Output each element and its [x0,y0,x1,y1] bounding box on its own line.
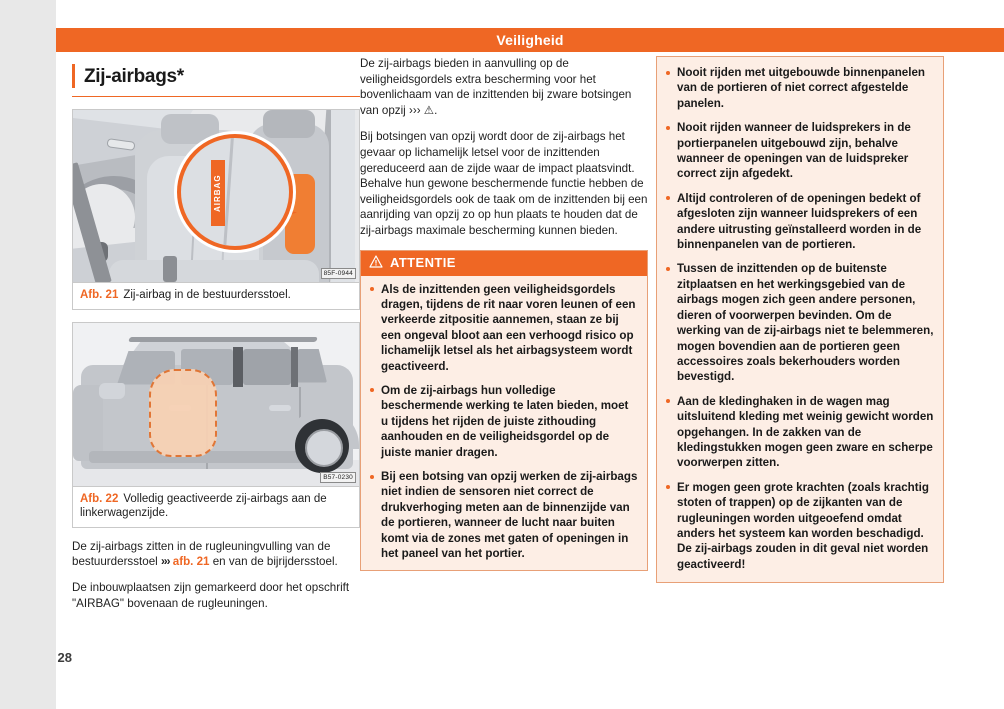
cross-reference-chevron-icon: ››› [160,554,170,568]
cross-reference-link[interactable]: afb. 21 [172,554,210,568]
airbag-callout-circle [177,134,293,250]
figure-22-caption-text: Volledig geactiveerde zij-airbags aan de linkerwagenzijde. [80,492,327,519]
attentie-note-title: ATTENTIE [390,255,456,271]
figure-21-image [73,110,359,282]
attentie-bullet: Aan de kledinghaken in de wagen mag uitsluitend kleding met weinig gewicht worden opgehangen. In de zakken van de kledingstukken mogen geen zware en scherpe voorwerpen zitten. [666,394,934,471]
figure-22-image [73,323,359,486]
figure-22-image-code: B57-0230 [320,472,356,483]
manual-page [56,0,1004,709]
left-column [72,56,360,611]
warning-triangle-icon [369,255,383,271]
figure-21-image-code: 85F-0944 [321,268,356,279]
mid-paragraph-2: Bij botsingen van opzij wordt door de zij-airbags het gevaar op lichamelijk letsel voor de inzittenden gereduceerd aan de zijde waar de impact plaatsvindt. Behalve hun gewone beschermende functie hebben de veiligheidsgordels ook de taak om de inzittenden bij een aanrijding van opzij zo op hun plaats te houden dat de zij-airbags maximale bescherming kunnen bieden. [360,130,648,237]
page-number: 28 [57,650,72,665]
left-paragraph-1-before: De zij-airbags zitten in de rugleuningvulling van de bestuurdersstoel [72,539,331,568]
attentie-note-header [361,251,647,276]
figure-22-caption [73,486,359,527]
figure-21-caption [73,282,359,309]
attentie-bullet: Nooit rijden met uitgebouwde binnenpanelen van de portieren of niet correct afgestelde panelen. [666,65,934,111]
attentie-note-continued-box [656,56,944,583]
middle-column [360,56,648,571]
attentie-bullet: Om de zij-airbags hun volledige beschermende werking te laten bieden, moet u tijdens het rijden de juiste zithouding aanhouden en de veiligheidsgordel op de juiste manier dragen. [370,383,638,460]
left-paragraph-2: De inbouwplaatsen zijn gemarkeerd door het opschrift "AIRBAG" bovenaan de rugleuningen. [72,581,350,610]
airbag-tag-label: AIRBAG [211,160,225,226]
figure-21-label: Afb. 21 [80,289,119,301]
right-column [656,56,944,583]
mid-paragraph-1: De zij-airbags bieden in aanvulling op de veiligheidsgordels extra bescherming voor het bovenlichaam van de inzittenden bij zware botsingen van opzij ››› ⚠. [360,57,632,117]
section-title: Zij-airbags* [72,62,360,97]
left-paragraph-1 [72,539,360,570]
figure-21 [72,109,360,310]
figure-21-caption-text: Zij-airbag in de bestuurdersstoel. [123,289,291,301]
attentie-note-box [360,250,648,572]
attentie-bullet: Als de inzittenden geen veiligheidsgordels dragen, tijdens de rit naar voren leunen of een verkeerde zitpositie aannemen, staan ze bij een ongeval bloot aan een verhoogd risico op lichamelijk letsel als het airbagsysteem wordt geactiveerd. [370,282,638,374]
seat-side-airbag-illustration [73,110,359,282]
attentie-bullet: Nooit rijden wanneer de luidsprekers in de portierpanelen uitgebouwd zijn, behalve wanneer de openingen van de luidspreker correct zijn afgedekt. [666,120,934,182]
left-paragraph-1-after: en van de bijrijdersstoel. [209,554,338,568]
attentie-note-body [361,276,647,571]
attentie-bullet: Altijd controleren of de openingen bedekt of afgesloten zijn wanneer luidsprekers of een andere uitrusting geïnstalleerd worden in de binnenpanelen van de portieren. [666,191,934,253]
attentie-bullet: Tussen de inzittenden op de buitenste zitplaatsen en het werkingsgebied van de airbags mogen zich geen andere personen, dieren of voorwerpen bevinden. Om de werking van de zij-airbags niet te belemmeren, mogen bovendien aan de portieren geen accessoires zoals bekerhouders worden bevestigd. [666,261,934,384]
car-side-view-illustration [73,323,359,486]
figure-22 [72,322,360,528]
attentie-bullet: Er mogen geen grote krachten (zoals krachtig stoten of trappen) op de zijkanten van de rugleuningen worden uitgeoefend omdat anders het systeem kan worden beschadigd. De zij-airbags zouden in dit geval niet worden geactiveerd! [666,480,934,572]
attentie-note-continued-body [657,57,943,582]
attentie-bullet: Bij een botsing van opzij werken de zij-airbags niet indien de sensoren niet correct de drukverhoging meten aan de binnenzijde van de portieren, wanneer de lucht naar buiten komt via de zones met gaten of openingen in het paneel van het portier. [370,469,638,561]
figure-22-label: Afb. 22 [80,492,119,505]
airbag-deployment-zone [149,369,217,457]
page-header-title: Veiligheid [496,32,564,48]
